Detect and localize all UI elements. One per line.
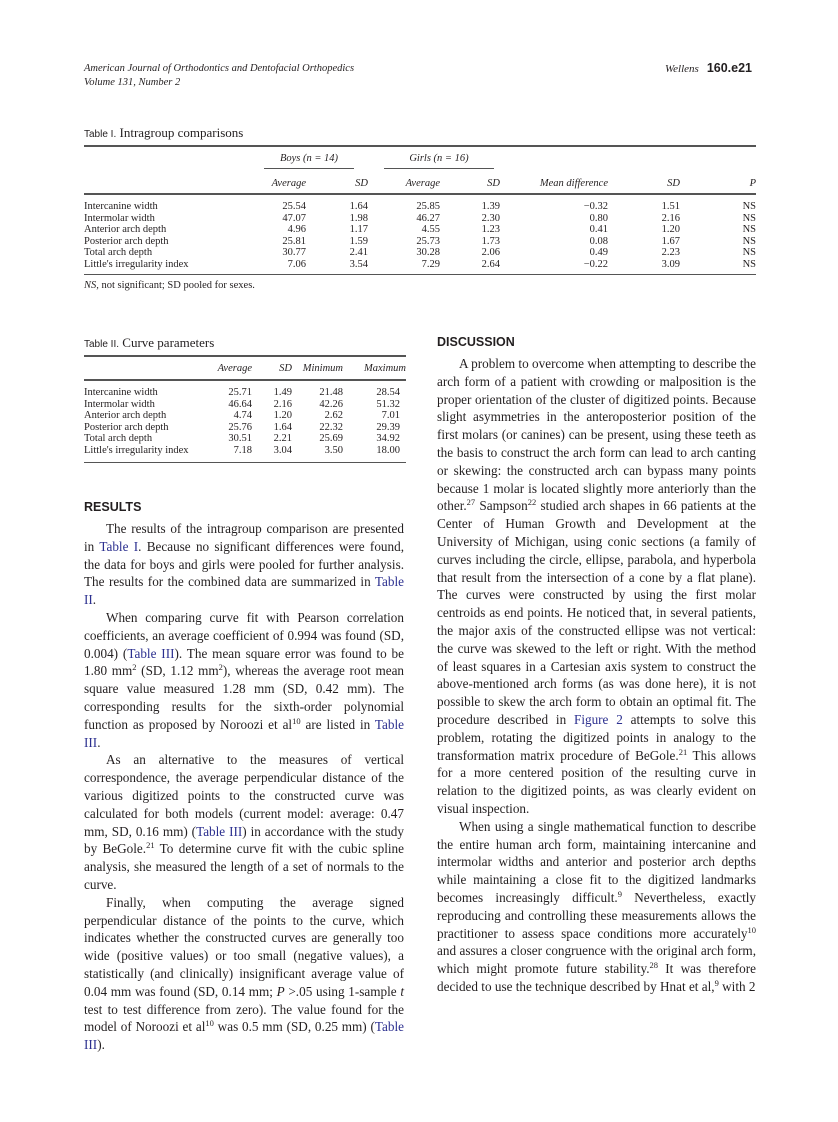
reference-citation[interactable]: 22	[527, 497, 537, 508]
reference-citation[interactable]: 10	[205, 1018, 214, 1029]
column-header: P	[749, 177, 756, 189]
table-row: Intercanine width 25.71 1.49 21.48 28.54	[84, 387, 400, 398]
table-row: Posterior arch depth 25.76 1.64 22.32 29.39	[84, 421, 400, 433]
table-curve-parameters	[84, 335, 406, 463]
table-row: Intermolar width 47.07 1.98 46.27 2.30 0.80 2.16 NS	[84, 212, 756, 224]
running-header-page	[665, 61, 752, 75]
column-header: Maximum	[364, 362, 406, 374]
table-label: Table II.	[84, 339, 120, 350]
paragraph: When comparing curve fit with Pearson correlation coefficients, an average coefficient of 0.994 was found (SD, 0.004) (Table III). The mean square error was found to be 1.80 $mm^2$ (SD, 1.12 $mm^2$), whereas the average root mean square value measured 1.28 mm (SD, 0.42 mm). The corresponding results for the sixth-order polynomial function as proposed by Noroozi et $al^{10}$ are listed in Table III.	[84, 609, 405, 750]
table-3-link[interactable]: Table III	[84, 716, 404, 750]
journal-volume: Volume 131, Number 2	[84, 76, 181, 88]
column-header: Average	[405, 177, 440, 189]
table-row: Total arch depth 30.51 2.21 25.69 34.92	[84, 433, 400, 445]
reference-citation[interactable]: 28	[649, 960, 658, 971]
group-header-girls: Girls (n = 16)	[384, 153, 494, 169]
section-heading-results: RESULTS	[84, 500, 142, 514]
table-title: Curve parameters	[122, 335, 215, 350]
paragraph: A problem to overcome when attempting to describe the arch form of a patient with crowding or malposition is the proper orientation of the cluster of digitized points. Because slight asymmetries in the anteroposterior position of the first molars (or canines) can be present, using these teeth as the basis to construct the arch form can lead to arch canting or skewing: the constructed arch can bypass many points because 1 molar is located slightly more anteriorly than the other.$^{27}$ Sampson$^{22}$ studied arch shapes in 66 patients at the Center of Human Growth and Development at the University of Michigan, using conic sections (a family of curves including the circle, ellipse, parabola, and hyperbola that result from the intersection of a cone by a flat plane). The curves were constructed by using the first molar centroids as end points. He noticed that, in several patients, the major axis of the constructed ellipse was not vertical: the curve was skewed to the left or right. With the method of least squares in a Cartesian axis system to construct the above-mentioned arch forms (as was done here), it is not possible to skew the arch form to obtain an optimal fit. The procedure described in Figure 2 attempts to solve this problem, rotating the digitized points in analogy to the transformation matrix procedure of BeGole.$^{21}$ This allows for a more centered position of the resulting curve in relation to the digitized points, as was clearly evident on visual inspection.	[437, 356, 756, 816]
column-header: Minimum	[302, 362, 343, 374]
paragraph: As an alternative to the measures of vertical correspondence, the average perpendicular distance of the various digitized points to the constructed curve was calculated for both models (current model: average: 0.47 mm, SD, 0.16 mm) (Table III) in accordance with the study by BeGole.$^{21}$ To determine curve fit with the cubic spline analysis, she measured the length of a set of normals to the curve.	[84, 752, 404, 892]
table-row: Little's irregularity index 7.18 3.04 3.50 18.00	[84, 444, 400, 456]
reference-citation[interactable]: 10	[747, 924, 756, 935]
table-row: Posterior arch depth 25.81 1.59 25.73 1.73 0.08 1.67 NS	[84, 235, 756, 247]
table-row: Anterior arch depth 4.74 1.20 2.62 7.01	[84, 410, 400, 422]
reference-citation[interactable]: 10	[292, 715, 301, 726]
figure-2-link[interactable]: Figure 2	[573, 711, 623, 727]
running-header-journal	[84, 62, 354, 89]
results-body	[84, 520, 404, 1054]
reference-citation[interactable]: 9	[617, 888, 622, 899]
table-caption	[84, 125, 756, 141]
table-row: Little's irregularity index 7.06 3.54 7.29 2.64 −0.22 3.09 NS	[84, 258, 756, 270]
table-title: Intragroup comparisons	[119, 125, 244, 140]
group-header-boys: Boys (n = 14)	[264, 153, 354, 169]
discussion-body	[437, 355, 756, 996]
author-name: Wellens	[665, 63, 699, 75]
reference-citation[interactable]: 27	[466, 497, 476, 508]
column-header: Mean difference	[539, 177, 608, 189]
table-row: Anterior arch depth 4.96 1.17 4.55 1.23 0.41 1.20 NS	[84, 224, 756, 236]
page-number: 160.e21	[706, 61, 752, 75]
table-label: Table I.	[84, 129, 117, 140]
paragraph: When using a single mathematical function to describe the entire human arch form, maintaining intercanine and intermolar widths and anterior and posterior arch depths while maintaining a close fit to the digitized landmarks becomes increasingly difficult.$^9$ Nevertheless, exactly reproducing and controlling these measurements allows the practitioner to assess space conditions more accurately$^{10}$ and assures a closer congruence with the original arch form, which might promote future stability.$^{28}$ It was therefore decided to use the technique described by Hnat et al,$^9$ with 2	[437, 818, 757, 994]
reference-citation[interactable]: 21	[146, 840, 155, 851]
table-3-link[interactable]: Table III	[127, 645, 175, 661]
table-grid	[84, 355, 406, 463]
column-header: Average	[271, 177, 306, 189]
table-footnote: NS, not significant; SD pooled for sexes.	[84, 279, 255, 291]
table-row: Intermolar width 46.64 2.16 42.26 51.32	[84, 398, 400, 410]
column-header: SD	[355, 177, 368, 189]
column-header: SD	[279, 362, 292, 374]
table-grid	[84, 145, 756, 275]
paragraph: The results of the intragroup comparison are presented in Table I. Because no significant differences were found, the data for boys and girls were pooled for further analysis. The results for the combined data are summarized in Table II.	[84, 521, 404, 608]
table-1-link[interactable]: Table I	[99, 538, 139, 554]
table-row: Total arch depth 30.77 2.41 30.28 2.06 0.49 2.23 NS	[84, 247, 756, 259]
column-header: SD	[667, 177, 680, 189]
journal-title: American Journal of Orthodontics and Dentofacial Orthopedics	[84, 63, 355, 74]
table-caption	[84, 335, 406, 351]
reference-citation[interactable]: 9	[714, 977, 719, 988]
column-header: SD	[487, 177, 500, 189]
paragraph: Finally, when computing the average signed perpendicular distance of the points to the curve, which indicates whether the constructed curves are generally too wide (positive values) or too small (negative values), a statistically (and clinically) insignificant average value of 0.04 mm was found (SD, 0.14 mm; P >.05 using 1-sample t test to test difference from zero). The value found for the model of Noroozi et $al^{10}$ was 0.5 mm (SD, 0.25 mm) (Table III).	[84, 894, 404, 1053]
reference-citation[interactable]: 21	[678, 746, 688, 757]
table-3-link[interactable]: Table III	[84, 1019, 404, 1053]
table-2-link[interactable]: Table II	[84, 574, 404, 608]
table-3-link[interactable]: Table III	[196, 823, 243, 839]
table-row: Intercanine width 25.54 1.64 25.85 1.39 −0.32 1.51 NS	[84, 201, 756, 212]
column-header: Average	[217, 362, 252, 374]
table-intragroup-comparisons	[84, 125, 756, 291]
section-heading-discussion: DISCUSSION	[437, 335, 515, 349]
